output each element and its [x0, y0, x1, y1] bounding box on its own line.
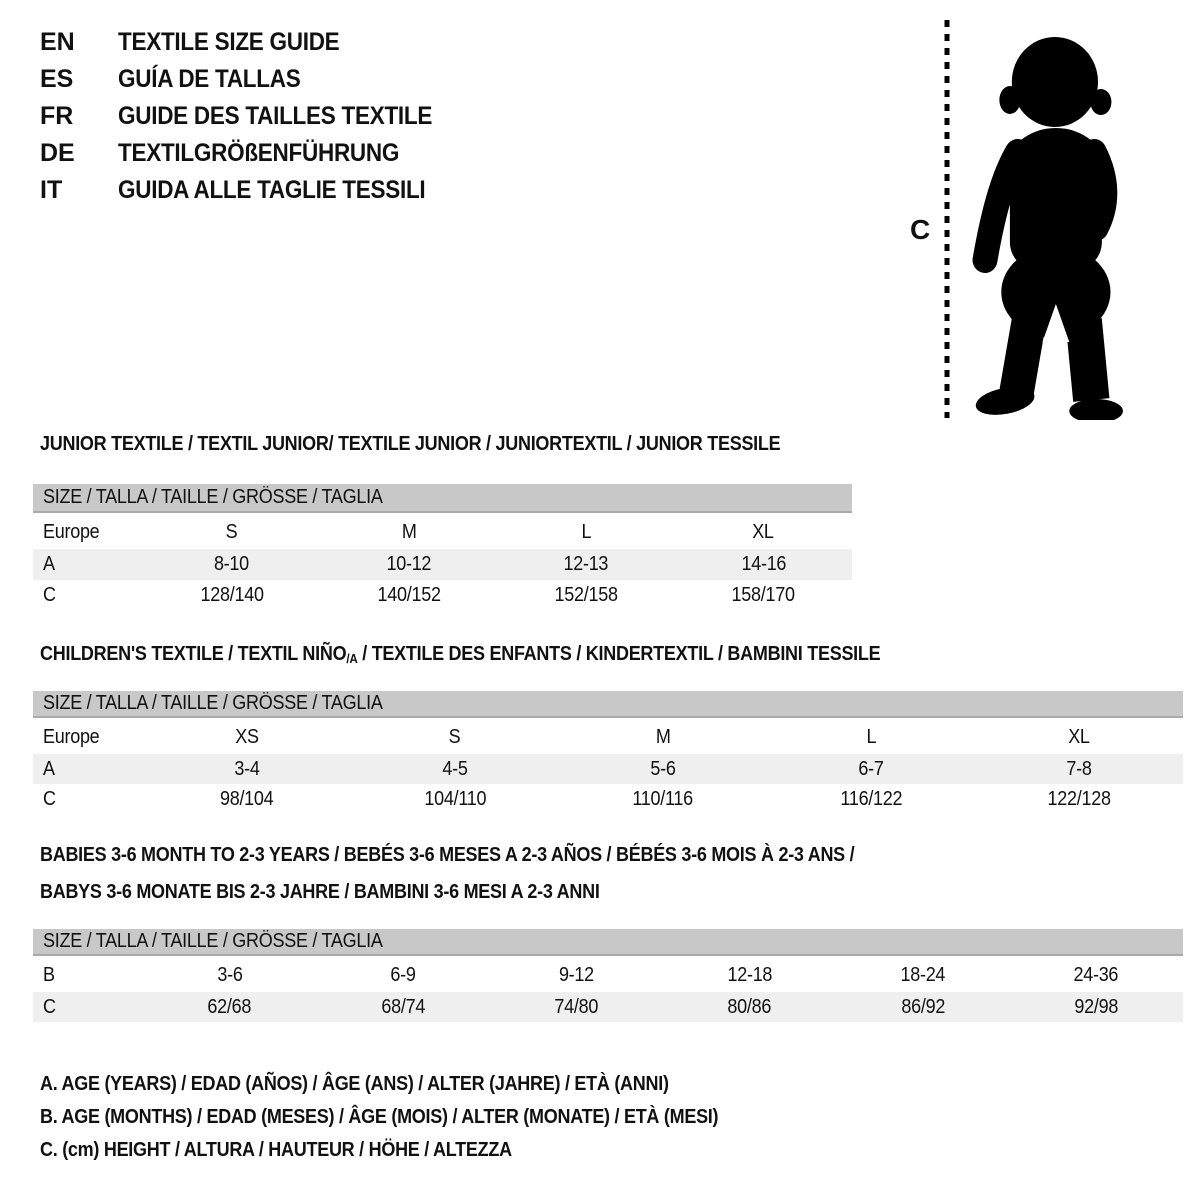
junior-size-table	[33, 484, 852, 611]
table-cell: 6-9	[390, 963, 416, 986]
babies-section-title-line1: BABIES 3-6 MONTH TO 2-3 YEARS / BEBÉS 3-6 MESES A 2-3 AÑOS / BÉBÉS 3-6 MOIS À 2-3 ANS /	[40, 844, 855, 866]
table-cell: 140/152	[377, 584, 441, 606]
guide-title-de: TEXTILGRÖßENFÜHRUNG	[118, 139, 400, 167]
language-code: DE	[40, 139, 75, 167]
table-cell: 14-16	[741, 553, 786, 575]
row-label: C	[43, 584, 56, 606]
legend-notes	[40, 1068, 794, 1167]
guide-title-es: GUÍA DE TALLAS	[118, 65, 301, 93]
table-cell: 10-12	[386, 553, 432, 575]
language-code: EN	[40, 28, 75, 56]
table-cell: 68/74	[381, 995, 425, 1018]
table-cell: S	[225, 520, 238, 543]
table-cell: 116/122	[840, 788, 902, 810]
table-cell: 5-6	[650, 757, 676, 780]
language-row-fr	[40, 98, 467, 135]
table-cell: 152/158	[554, 584, 618, 606]
guide-title-en: TEXTILE SIZE GUIDE	[118, 28, 340, 56]
table-cell: 6-7	[858, 757, 884, 780]
row-label: C	[43, 995, 56, 1018]
table-cell: 18-24	[900, 963, 946, 986]
row-label: A	[43, 757, 55, 780]
table-cell: 62/68	[207, 995, 252, 1018]
children-size-table	[33, 691, 1183, 815]
nino-a-subscript: /A	[346, 651, 358, 666]
size-header-bar: SIZE / TALLA / TAILLE / GRÖSSE / TAGLIA	[33, 484, 852, 513]
children-section-title: CHILDREN'S TEXTILE / TEXTIL NIÑO/A / TEXTILE DES ENFANTS / KINDERTEXTIL / BAMBINI TESSILE	[40, 643, 881, 666]
table-row-age-years	[33, 549, 852, 580]
table-row-height-cm	[33, 580, 852, 611]
language-row-it	[40, 172, 467, 209]
language-code: IT	[40, 176, 63, 204]
table-cell: 110/116	[632, 788, 694, 810]
babies-size-table	[33, 929, 1183, 1022]
table-row-europe	[33, 720, 1183, 754]
language-row-es	[40, 61, 467, 98]
height-measure-figure	[900, 14, 1200, 426]
table-cell: 74/80	[554, 995, 599, 1018]
table-cell: 8-10	[214, 553, 250, 575]
measure-label-c: C	[910, 214, 931, 245]
table-cell: XS	[235, 725, 259, 748]
table-cell: 86/92	[901, 995, 945, 1018]
table-cell: 104/110	[424, 788, 486, 810]
table-cell: XL	[752, 520, 775, 543]
table-cell: 12-13	[563, 553, 609, 575]
table-cell: L	[866, 725, 876, 748]
table-cell: 7-8	[1066, 757, 1092, 780]
table-cell: 3-6	[217, 963, 243, 986]
table-cell: 128/140	[200, 584, 264, 606]
note-c-height-cm: C. (cm) HEIGHT / ALTURA / HAUTEUR / HÖHE / ALTEZZA	[40, 1139, 512, 1161]
babies-section-title-line2: BABYS 3-6 MONATE BIS 2-3 JAHRE / BAMBINI 3-6 MESI A 2-3 ANNI	[40, 881, 600, 903]
row-label: A	[43, 553, 55, 575]
table-row-age-months	[33, 958, 1183, 992]
size-header-bar: SIZE / TALLA / TAILLE / GRÖSSE / TAGLIA	[33, 691, 1183, 718]
table-cell: 9-12	[558, 963, 594, 986]
language-list	[40, 24, 467, 209]
note-a-age-years: A. AGE (YEARS) / EDAD (AÑOS) / ÂGE (ANS) / ALTER (JAHRE) / ETÀ (ANNI)	[40, 1073, 669, 1095]
table-cell: 4-5	[442, 757, 468, 780]
note-b-age-months: B. AGE (MONTHS) / EDAD (MESES) / ÂGE (MOIS) / ALTER (MONATE) / ETÀ (MESI)	[40, 1106, 719, 1128]
row-label: C	[43, 788, 56, 810]
height-dashed-line	[942, 18, 952, 420]
table-cell: M	[655, 725, 671, 748]
language-code: ES	[40, 65, 74, 93]
table-row-height-cm	[33, 992, 1183, 1022]
language-code: FR	[40, 102, 74, 130]
table-row-europe	[33, 515, 852, 549]
table-cell: 12-18	[727, 963, 772, 986]
table-cell: 92/98	[1074, 995, 1119, 1018]
table-cell: 3-4	[234, 757, 260, 780]
table-cell: 24-36	[1073, 963, 1119, 986]
table-cell: XL	[1068, 725, 1090, 748]
row-label: Europe	[43, 520, 100, 543]
table-cell: M	[401, 520, 417, 543]
guide-title-it: GUIDA ALLE TAGLIE TESSILI	[118, 176, 426, 204]
language-row-de	[40, 135, 467, 172]
row-label: B	[43, 963, 55, 986]
table-row-height-cm	[33, 784, 1183, 815]
table-cell: 158/170	[731, 584, 795, 606]
language-row-en	[40, 24, 467, 61]
table-cell: S	[449, 725, 461, 748]
guide-title-fr: GUIDE DES TAILLES TEXTILE	[118, 102, 433, 130]
junior-section-title: JUNIOR TEXTILE / TEXTIL JUNIOR/ TEXTILE JUNIOR / JUNIORTEXTIL / JUNIOR TESSILE	[40, 433, 781, 455]
size-header-bar: SIZE / TALLA / TAILLE / GRÖSSE / TAGLIA	[33, 929, 1183, 956]
row-label: Europe	[43, 725, 100, 748]
table-cell: 98/104	[220, 788, 274, 810]
table-cell: 122/128	[1047, 788, 1111, 810]
table-cell: L	[581, 520, 591, 543]
toddler-silhouette-icon	[962, 20, 1144, 420]
table-cell: 80/86	[727, 995, 772, 1018]
table-row-age-years	[33, 754, 1183, 784]
